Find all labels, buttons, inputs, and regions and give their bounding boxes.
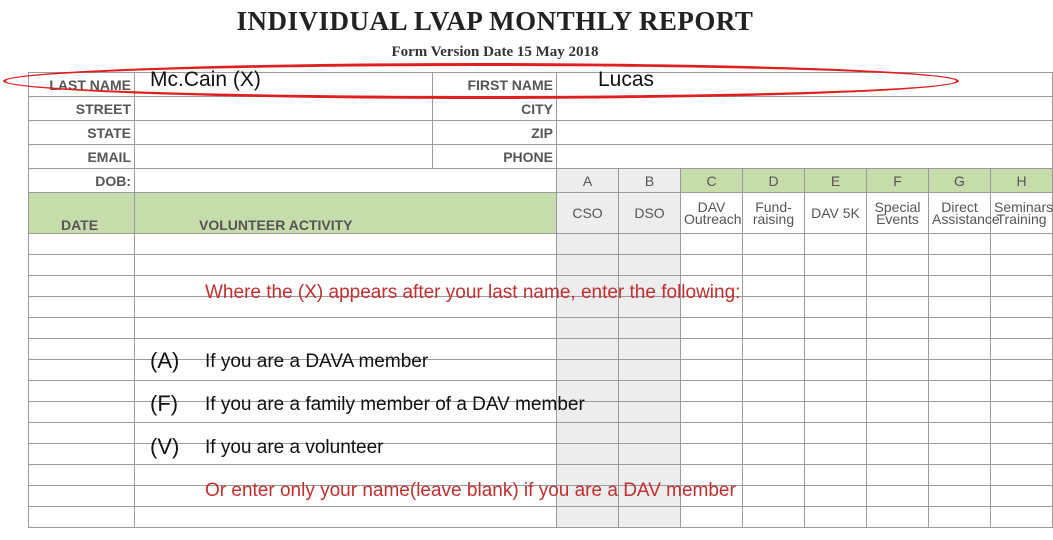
- hours-cell[interactable]: [743, 297, 805, 318]
- date-cell[interactable]: [29, 297, 135, 318]
- hours-cell[interactable]: [681, 339, 743, 360]
- hours-cell[interactable]: [867, 297, 929, 318]
- hours-cell[interactable]: [929, 465, 991, 486]
- dob-label: DOB:: [29, 169, 135, 193]
- code-a: (A): [150, 348, 180, 373]
- date-column-header: DATE: [29, 193, 135, 234]
- col-letter-h: H: [991, 169, 1053, 193]
- hours-cell[interactable]: [557, 507, 619, 528]
- hours-cell[interactable]: [991, 339, 1053, 360]
- hours-cell[interactable]: [867, 465, 929, 486]
- col-label-b: DSO: [619, 193, 681, 234]
- date-cell[interactable]: [29, 423, 135, 444]
- state-field[interactable]: [135, 121, 433, 145]
- hours-cell[interactable]: [743, 339, 805, 360]
- hours-cell[interactable]: [619, 402, 681, 423]
- email-label: EMAIL: [29, 145, 135, 169]
- hours-cell[interactable]: [805, 297, 867, 318]
- hours-cell[interactable]: [929, 444, 991, 465]
- hours-cell[interactable]: [557, 423, 619, 444]
- date-cell[interactable]: [29, 318, 135, 339]
- col-label-d: Fund- raising: [743, 193, 805, 234]
- hours-cell[interactable]: [991, 423, 1053, 444]
- hours-cell[interactable]: [991, 297, 1053, 318]
- code-f: (F): [150, 391, 179, 416]
- last-name-value: Mc.Cain (X): [150, 68, 261, 91]
- hours-cell[interactable]: [619, 255, 681, 276]
- hours-cell[interactable]: [805, 318, 867, 339]
- instruction-f-text: If you are a family member of a DAV member: [205, 394, 585, 415]
- code-v: (V): [150, 434, 180, 459]
- hours-cell[interactable]: [929, 402, 991, 423]
- volunteer-activity-header: VOLUNTEER ACTIVITY: [135, 193, 557, 234]
- date-cell[interactable]: [29, 444, 135, 465]
- hours-cell[interactable]: [805, 507, 867, 528]
- first-name-value: Lucas: [598, 68, 655, 91]
- date-cell[interactable]: [29, 339, 135, 360]
- zip-field[interactable]: [557, 121, 1053, 145]
- hours-cell[interactable]: [929, 276, 991, 297]
- phone-label: PHONE: [433, 145, 557, 169]
- hours-cell[interactable]: [867, 255, 929, 276]
- phone-field[interactable]: [557, 145, 1053, 169]
- activity-row: [29, 507, 1053, 528]
- hours-cell[interactable]: [805, 339, 867, 360]
- date-cell[interactable]: [29, 276, 135, 297]
- form-version-date: Form Version Date 15 May 2018: [391, 44, 599, 60]
- hours-cell[interactable]: [805, 486, 867, 507]
- activity-cell[interactable]: [135, 507, 557, 528]
- col-letter-a: A: [557, 169, 619, 193]
- activity-cell[interactable]: [135, 255, 557, 276]
- activity-row: [29, 255, 1053, 276]
- hours-cell[interactable]: [743, 423, 805, 444]
- hours-cell[interactable]: [557, 318, 619, 339]
- activity-cell[interactable]: [135, 318, 557, 339]
- hours-cell[interactable]: [929, 318, 991, 339]
- hours-cell[interactable]: [929, 486, 991, 507]
- instruction-v-text: If you are a volunteer: [205, 437, 384, 458]
- hours-cell[interactable]: [991, 507, 1053, 528]
- col-label-e: DAV 5K: [805, 193, 867, 234]
- hours-cell[interactable]: [805, 234, 867, 255]
- date-cell[interactable]: [29, 255, 135, 276]
- hours-cell[interactable]: [991, 234, 1053, 255]
- date-cell[interactable]: [29, 486, 135, 507]
- hours-cell[interactable]: [805, 465, 867, 486]
- col-label-f: Special Events: [867, 193, 929, 234]
- col-label-g: Direct Assistance: [929, 193, 991, 234]
- report-title: INDIVIDUAL LVAP MONTHLY REPORT: [236, 6, 754, 36]
- hours-cell[interactable]: [805, 444, 867, 465]
- hours-cell[interactable]: [991, 465, 1053, 486]
- hours-cell[interactable]: [619, 381, 681, 402]
- hours-cell[interactable]: [557, 339, 619, 360]
- hours-cell[interactable]: [681, 360, 743, 381]
- state-label: STATE: [29, 121, 135, 145]
- hours-cell[interactable]: [743, 444, 805, 465]
- hours-cell[interactable]: [929, 423, 991, 444]
- hours-cell[interactable]: [991, 444, 1053, 465]
- hours-cell[interactable]: [867, 486, 929, 507]
- hours-cell[interactable]: [743, 276, 805, 297]
- date-cell[interactable]: [29, 381, 135, 402]
- dob-field[interactable]: [135, 169, 557, 193]
- hours-cell[interactable]: [867, 423, 929, 444]
- date-cell[interactable]: [29, 465, 135, 486]
- hours-cell[interactable]: [681, 381, 743, 402]
- activity-row: [29, 234, 1053, 255]
- hours-cell[interactable]: [681, 444, 743, 465]
- hours-cell[interactable]: [929, 255, 991, 276]
- hours-cell[interactable]: [681, 234, 743, 255]
- hours-cell[interactable]: [743, 234, 805, 255]
- col-letter-g: G: [929, 169, 991, 193]
- hours-cell[interactable]: [743, 381, 805, 402]
- hours-cell[interactable]: [681, 255, 743, 276]
- hours-cell[interactable]: [743, 360, 805, 381]
- col-label-a: CSO: [557, 193, 619, 234]
- col-label-c: DAV Outreach: [681, 193, 743, 234]
- hours-cell[interactable]: [929, 297, 991, 318]
- hours-cell[interactable]: [619, 423, 681, 444]
- hours-cell[interactable]: [681, 507, 743, 528]
- hours-cell[interactable]: [867, 360, 929, 381]
- hours-cell[interactable]: [681, 402, 743, 423]
- hours-cell[interactable]: [867, 507, 929, 528]
- hours-cell[interactable]: [743, 402, 805, 423]
- hours-cell[interactable]: [619, 360, 681, 381]
- street-label: STREET: [29, 97, 135, 121]
- hours-cell[interactable]: [557, 255, 619, 276]
- hours-cell[interactable]: [743, 507, 805, 528]
- hours-cell[interactable]: [929, 507, 991, 528]
- activity-row: [29, 444, 1053, 465]
- hours-cell[interactable]: [867, 318, 929, 339]
- last-name-label: LAST NAME: [29, 73, 135, 97]
- col-letter-b: B: [619, 169, 681, 193]
- date-cell[interactable]: [29, 402, 135, 423]
- instruction-intro: Where the (X) appears after your last name, enter the following:: [205, 282, 741, 303]
- hours-cell[interactable]: [681, 423, 743, 444]
- street-field[interactable]: [135, 97, 433, 121]
- hours-cell[interactable]: [619, 318, 681, 339]
- activity-row: [29, 339, 1053, 360]
- hours-cell[interactable]: [805, 423, 867, 444]
- hours-cell[interactable]: [991, 381, 1053, 402]
- hours-cell[interactable]: [557, 360, 619, 381]
- hours-cell[interactable]: [991, 318, 1053, 339]
- highlight-ellipse: [3, 63, 959, 99]
- email-field[interactable]: [135, 145, 433, 169]
- hours-cell[interactable]: [743, 465, 805, 486]
- hours-cell[interactable]: [681, 318, 743, 339]
- hours-cell[interactable]: [929, 381, 991, 402]
- activity-cell[interactable]: [135, 234, 557, 255]
- hours-cell[interactable]: [867, 276, 929, 297]
- zip-label: ZIP: [433, 121, 557, 145]
- hours-cell[interactable]: [619, 339, 681, 360]
- hours-cell[interactable]: [557, 234, 619, 255]
- col-letter-c: C: [681, 169, 743, 193]
- instruction-footer: Or enter only your name(leave blank) if you are a DAV member: [205, 480, 736, 501]
- hours-cell[interactable]: [991, 255, 1053, 276]
- hours-cell[interactable]: [619, 444, 681, 465]
- hours-cell[interactable]: [991, 486, 1053, 507]
- activity-row: [29, 423, 1053, 444]
- hours-cell[interactable]: [991, 360, 1053, 381]
- col-letter-e: E: [805, 169, 867, 193]
- first-name-label: FIRST NAME: [433, 73, 557, 97]
- date-cell[interactable]: [29, 234, 135, 255]
- instruction-a-text: If you are a DAVA member: [205, 351, 429, 372]
- hours-cell[interactable]: [619, 507, 681, 528]
- hours-cell[interactable]: [743, 486, 805, 507]
- hours-cell[interactable]: [805, 360, 867, 381]
- hours-cell[interactable]: [929, 360, 991, 381]
- hours-cell[interactable]: [805, 276, 867, 297]
- hours-cell[interactable]: [929, 234, 991, 255]
- col-label-h: Seminars Training: [991, 193, 1053, 234]
- city-label: CITY: [433, 97, 557, 121]
- hours-cell[interactable]: [991, 276, 1053, 297]
- date-cell[interactable]: [29, 507, 135, 528]
- hours-cell[interactable]: [867, 444, 929, 465]
- hours-cell[interactable]: [929, 339, 991, 360]
- hours-cell[interactable]: [867, 339, 929, 360]
- col-letter-d: D: [743, 169, 805, 193]
- hours-cell[interactable]: [557, 444, 619, 465]
- activity-row: [29, 318, 1053, 339]
- hours-cell[interactable]: [867, 381, 929, 402]
- activity-row: [29, 360, 1053, 381]
- hours-cell[interactable]: [991, 402, 1053, 423]
- hours-cell[interactable]: [619, 234, 681, 255]
- hours-cell[interactable]: [805, 255, 867, 276]
- hours-cell[interactable]: [805, 381, 867, 402]
- hours-cell[interactable]: [867, 402, 929, 423]
- col-letter-f: F: [867, 169, 929, 193]
- date-cell[interactable]: [29, 360, 135, 381]
- hours-cell[interactable]: [805, 402, 867, 423]
- hours-cell[interactable]: [867, 234, 929, 255]
- hours-cell[interactable]: [743, 255, 805, 276]
- city-field[interactable]: [557, 97, 1053, 121]
- hours-cell[interactable]: [743, 318, 805, 339]
